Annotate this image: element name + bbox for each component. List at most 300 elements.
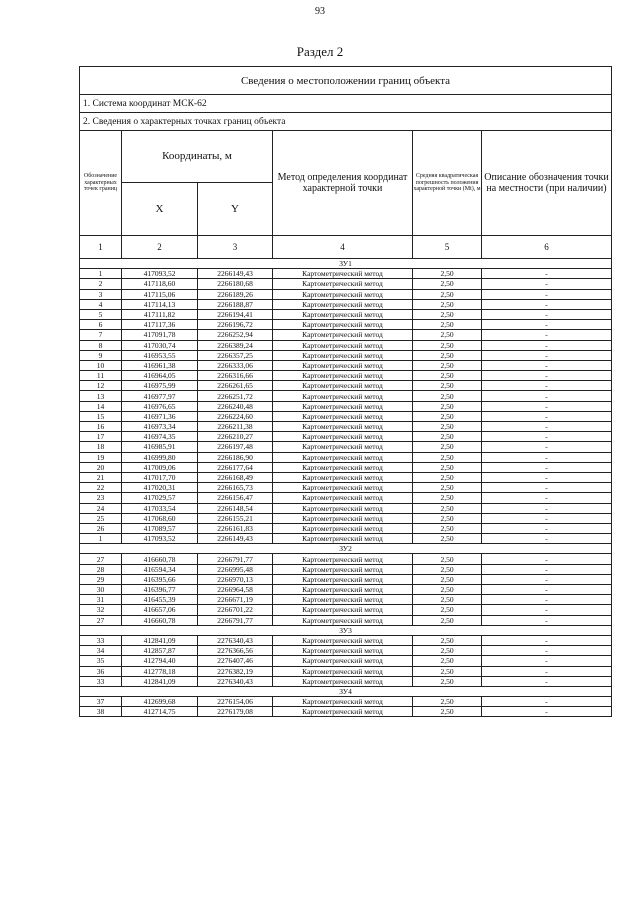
- method-cell: Картометрический метод: [273, 503, 413, 513]
- coord-x-cell: 417111,82: [122, 309, 198, 319]
- table-row: [80, 554, 612, 564]
- table-row: [80, 452, 612, 462]
- coord-x-cell: 416660,78: [122, 615, 198, 625]
- description-cell: -: [482, 574, 612, 584]
- coord-x-cell: 416953,55: [122, 350, 198, 360]
- description-cell: -: [482, 360, 612, 370]
- table-row: [80, 340, 612, 350]
- method-cell: Картометрический метод: [273, 401, 413, 411]
- table-row: [80, 697, 612, 707]
- coord-x-cell: 416985,91: [122, 442, 198, 452]
- method-cell: Картометрический метод: [273, 554, 413, 564]
- points-section-header: 2. Сведения о характерных точках границ объекта: [80, 113, 612, 131]
- coord-x-cell: 416964,05: [122, 371, 198, 381]
- table-row: [80, 666, 612, 676]
- coord-y-cell: 2266177,64: [198, 462, 273, 472]
- coord-x-cell: 416455,39: [122, 595, 198, 605]
- point-number-cell: 29: [80, 574, 122, 584]
- accuracy-cell: 2,50: [413, 299, 482, 309]
- coord-y-cell: 2266194,41: [198, 309, 273, 319]
- table-caption: Сведения о местоположении границ объекта: [80, 67, 612, 95]
- coord-y-cell: 2266149,43: [198, 534, 273, 544]
- description-cell: -: [482, 289, 612, 299]
- coord-x-cell: 416971,36: [122, 411, 198, 421]
- coord-y-cell: 2266156,47: [198, 493, 273, 503]
- description-cell: -: [482, 646, 612, 656]
- coord-x-cell: 417029,57: [122, 493, 198, 503]
- table-row: [80, 422, 612, 432]
- point-number-cell: 33: [80, 635, 122, 645]
- description-cell: -: [482, 350, 612, 360]
- coord-y-cell: 2266389,24: [198, 340, 273, 350]
- coord-y-cell: 2266791,77: [198, 615, 273, 625]
- point-number-cell: 32: [80, 605, 122, 615]
- coord-y-cell: 2276340,43: [198, 676, 273, 686]
- table-row: [80, 605, 612, 615]
- header-description: Описание обозначения точки на местности (при наличии): [482, 131, 612, 236]
- method-cell: Картометрический метод: [273, 269, 413, 279]
- table-row: [80, 472, 612, 482]
- point-number-cell: 10: [80, 360, 122, 370]
- method-cell: Картометрический метод: [273, 635, 413, 645]
- method-cell: Картометрический метод: [273, 432, 413, 442]
- table-row: [80, 299, 612, 309]
- accuracy-cell: 2,50: [413, 503, 482, 513]
- method-cell: Картометрический метод: [273, 279, 413, 289]
- method-cell: Картометрический метод: [273, 574, 413, 584]
- coord-y-cell: 2266791,77: [198, 554, 273, 564]
- group-label: ЗУ3: [80, 625, 612, 635]
- point-number-cell: 34: [80, 646, 122, 656]
- coord-y-cell: 2266148,54: [198, 503, 273, 513]
- coord-y-cell: 2266210,27: [198, 432, 273, 442]
- description-cell: -: [482, 615, 612, 625]
- accuracy-cell: 2,50: [413, 666, 482, 676]
- point-number-cell: 33: [80, 676, 122, 686]
- table-row: [80, 564, 612, 574]
- coord-y-cell: 2266261,65: [198, 381, 273, 391]
- method-cell: Картометрический метод: [273, 391, 413, 401]
- description-cell: -: [482, 472, 612, 482]
- coord-x-cell: 417118,60: [122, 279, 198, 289]
- table-row: [80, 656, 612, 666]
- accuracy-cell: 2,50: [413, 513, 482, 523]
- table-row: [80, 309, 612, 319]
- column-number: 5: [413, 236, 482, 259]
- coord-y-cell: 2266333,06: [198, 360, 273, 370]
- point-number-cell: 8: [80, 340, 122, 350]
- accuracy-cell: 2,50: [413, 309, 482, 319]
- accuracy-cell: 2,50: [413, 340, 482, 350]
- point-number-cell: 27: [80, 554, 122, 564]
- accuracy-cell: 2,50: [413, 432, 482, 442]
- table-row: [80, 391, 612, 401]
- group-row: [80, 259, 612, 269]
- header-y: Y: [198, 183, 273, 236]
- method-cell: Картометрический метод: [273, 340, 413, 350]
- description-cell: -: [482, 371, 612, 381]
- accuracy-cell: 2,50: [413, 564, 482, 574]
- method-cell: Картометрический метод: [273, 615, 413, 625]
- point-number-cell: 9: [80, 350, 122, 360]
- coord-y-cell: 2266155,21: [198, 513, 273, 523]
- accuracy-cell: 2,50: [413, 320, 482, 330]
- description-cell: -: [482, 320, 612, 330]
- method-cell: Картометрический метод: [273, 656, 413, 666]
- coord-x-cell: 417114,13: [122, 299, 198, 309]
- method-cell: Картометрический метод: [273, 411, 413, 421]
- description-cell: -: [482, 309, 612, 319]
- column-number: 4: [273, 236, 413, 259]
- accuracy-cell: 2,50: [413, 371, 482, 381]
- coord-y-cell: 2266165,73: [198, 483, 273, 493]
- table-row: [80, 411, 612, 421]
- description-cell: -: [482, 391, 612, 401]
- point-number-cell: 20: [80, 462, 122, 472]
- accuracy-cell: 2,50: [413, 401, 482, 411]
- header-point-label: Обозначение характерных точек границ: [80, 131, 122, 236]
- accuracy-cell: 2,50: [413, 585, 482, 595]
- accuracy-cell: 2,50: [413, 697, 482, 707]
- coord-x-cell: 416976,65: [122, 401, 198, 411]
- accuracy-cell: 2,50: [413, 646, 482, 656]
- description-cell: -: [482, 513, 612, 523]
- accuracy-cell: 2,50: [413, 269, 482, 279]
- description-cell: -: [482, 676, 612, 686]
- coord-y-cell: 2266168,49: [198, 472, 273, 482]
- coord-x-cell: 417089,57: [122, 523, 198, 533]
- table-row: [80, 330, 612, 340]
- group-row: [80, 686, 612, 696]
- accuracy-cell: 2,50: [413, 534, 482, 544]
- point-number-cell: 38: [80, 707, 122, 717]
- table-row: [80, 523, 612, 533]
- column-number: 1: [80, 236, 122, 259]
- page-number: 93: [315, 6, 325, 17]
- coord-x-cell: 416395,66: [122, 574, 198, 584]
- point-number-cell: 30: [80, 585, 122, 595]
- point-number-cell: 23: [80, 493, 122, 503]
- description-cell: -: [482, 483, 612, 493]
- method-cell: Картометрический метод: [273, 462, 413, 472]
- description-cell: -: [482, 666, 612, 676]
- coord-x-cell: 416974,35: [122, 432, 198, 442]
- point-number-cell: 16: [80, 422, 122, 432]
- coord-x-cell: 417093,52: [122, 534, 198, 544]
- table-row: [80, 320, 612, 330]
- method-cell: Картометрический метод: [273, 422, 413, 432]
- point-number-cell: 17: [80, 432, 122, 442]
- coord-x-cell: 412857,87: [122, 646, 198, 656]
- description-cell: -: [482, 340, 612, 350]
- table-row: [80, 615, 612, 625]
- table-row: [80, 350, 612, 360]
- point-number-cell: 21: [80, 472, 122, 482]
- point-number-cell: 7: [80, 330, 122, 340]
- method-cell: Картометрический метод: [273, 320, 413, 330]
- point-number-cell: 18: [80, 442, 122, 452]
- coord-y-cell: 2276340,43: [198, 635, 273, 645]
- description-cell: -: [482, 534, 612, 544]
- table-row: [80, 442, 612, 452]
- method-cell: Картометрический метод: [273, 350, 413, 360]
- coord-x-cell: 417030,74: [122, 340, 198, 350]
- description-cell: -: [482, 432, 612, 442]
- table-row: [80, 462, 612, 472]
- point-number-cell: 24: [80, 503, 122, 513]
- column-number: 3: [198, 236, 273, 259]
- header-coordinates: Координаты, м: [122, 131, 273, 183]
- boundary-points-table: [79, 66, 612, 717]
- accuracy-cell: 2,50: [413, 381, 482, 391]
- accuracy-cell: 2,50: [413, 462, 482, 472]
- accuracy-cell: 2,50: [413, 656, 482, 666]
- method-cell: Картометрический метод: [273, 513, 413, 523]
- point-number-cell: 1: [80, 534, 122, 544]
- method-cell: Картометрический метод: [273, 585, 413, 595]
- point-number-cell: 26: [80, 523, 122, 533]
- header-accuracy: Средняя квадратическая погрешность положения характерной точки (Mt), м: [413, 131, 482, 236]
- description-cell: -: [482, 707, 612, 717]
- description-cell: -: [482, 523, 612, 533]
- description-cell: -: [482, 442, 612, 452]
- coord-y-cell: 2266186,90: [198, 452, 273, 462]
- description-cell: -: [482, 401, 612, 411]
- coordinate-system: 1. Система координат МСК-62: [80, 95, 612, 113]
- coord-y-cell: 2266357,25: [198, 350, 273, 360]
- coord-y-cell: 2266161,83: [198, 523, 273, 533]
- table-row: [80, 513, 612, 523]
- coord-x-cell: 417068,60: [122, 513, 198, 523]
- coord-x-cell: 412794,40: [122, 656, 198, 666]
- coord-y-cell: 2266180,68: [198, 279, 273, 289]
- point-number-cell: 6: [80, 320, 122, 330]
- method-cell: Картометрический метод: [273, 371, 413, 381]
- group-label: ЗУ1: [80, 259, 612, 269]
- description-cell: -: [482, 635, 612, 645]
- coord-x-cell: 417091,78: [122, 330, 198, 340]
- coord-x-cell: 416961,38: [122, 360, 198, 370]
- description-cell: -: [482, 381, 612, 391]
- coord-x-cell: 416657,06: [122, 605, 198, 615]
- description-cell: -: [482, 462, 612, 472]
- accuracy-cell: 2,50: [413, 279, 482, 289]
- coord-y-cell: 2276407,46: [198, 656, 273, 666]
- method-cell: Картометрический метод: [273, 564, 413, 574]
- point-number-cell: 35: [80, 656, 122, 666]
- description-cell: -: [482, 585, 612, 595]
- coord-x-cell: 417033,54: [122, 503, 198, 513]
- point-number-cell: 15: [80, 411, 122, 421]
- table-row: [80, 646, 612, 656]
- column-number: 2: [122, 236, 198, 259]
- coord-x-cell: 417017,70: [122, 472, 198, 482]
- table-row: [80, 676, 612, 686]
- coord-x-cell: 417117,36: [122, 320, 198, 330]
- accuracy-cell: 2,50: [413, 676, 482, 686]
- description-cell: -: [482, 697, 612, 707]
- accuracy-cell: 2,50: [413, 615, 482, 625]
- point-number-cell: 11: [80, 371, 122, 381]
- coord-y-cell: 2266197,48: [198, 442, 273, 452]
- coord-y-cell: 2266149,43: [198, 269, 273, 279]
- description-cell: -: [482, 279, 612, 289]
- method-cell: Картометрический метод: [273, 595, 413, 605]
- table-row: [80, 289, 612, 299]
- coord-x-cell: 412699,68: [122, 697, 198, 707]
- point-number-cell: 19: [80, 452, 122, 462]
- coord-x-cell: 412778,18: [122, 666, 198, 676]
- method-cell: Картометрический метод: [273, 666, 413, 676]
- point-number-cell: 4: [80, 299, 122, 309]
- coord-y-cell: 2266964,58: [198, 585, 273, 595]
- table-row: [80, 707, 612, 717]
- header-method: Метод определения координат характерной точки: [273, 131, 413, 236]
- accuracy-cell: 2,50: [413, 289, 482, 299]
- group-label: ЗУ4: [80, 686, 612, 696]
- coord-y-cell: 2276179,08: [198, 707, 273, 717]
- method-cell: Картометрический метод: [273, 299, 413, 309]
- coord-x-cell: 417020,31: [122, 483, 198, 493]
- table-row: [80, 371, 612, 381]
- table-row: [80, 595, 612, 605]
- group-row: [80, 544, 612, 554]
- point-number-cell: 2: [80, 279, 122, 289]
- method-cell: Картометрический метод: [273, 309, 413, 319]
- accuracy-cell: 2,50: [413, 360, 482, 370]
- accuracy-cell: 2,50: [413, 350, 482, 360]
- coord-y-cell: 2266188,87: [198, 299, 273, 309]
- point-number-cell: 1: [80, 269, 122, 279]
- accuracy-cell: 2,50: [413, 523, 482, 533]
- description-cell: -: [482, 564, 612, 574]
- accuracy-cell: 2,50: [413, 554, 482, 564]
- method-cell: Картометрический метод: [273, 442, 413, 452]
- accuracy-cell: 2,50: [413, 452, 482, 462]
- coord-y-cell: 2266970,13: [198, 574, 273, 584]
- point-number-cell: 27: [80, 615, 122, 625]
- method-cell: Картометрический метод: [273, 472, 413, 482]
- coord-x-cell: 416975,99: [122, 381, 198, 391]
- coord-y-cell: 2266671,19: [198, 595, 273, 605]
- point-number-cell: 14: [80, 401, 122, 411]
- table-row: [80, 574, 612, 584]
- point-number-cell: 31: [80, 595, 122, 605]
- method-cell: Картометрический метод: [273, 646, 413, 656]
- accuracy-cell: 2,50: [413, 605, 482, 615]
- description-cell: -: [482, 452, 612, 462]
- coord-x-cell: 412841,09: [122, 635, 198, 645]
- table-row: [80, 585, 612, 595]
- method-cell: Картометрический метод: [273, 493, 413, 503]
- description-cell: -: [482, 493, 612, 503]
- column-number: 6: [482, 236, 612, 259]
- coord-x-cell: 417115,06: [122, 289, 198, 299]
- table-row: [80, 381, 612, 391]
- description-cell: -: [482, 411, 612, 421]
- method-cell: Картометрический метод: [273, 697, 413, 707]
- accuracy-cell: 2,50: [413, 422, 482, 432]
- coord-y-cell: 2266196,72: [198, 320, 273, 330]
- point-number-cell: 36: [80, 666, 122, 676]
- table-row: [80, 269, 612, 279]
- point-number-cell: 25: [80, 513, 122, 523]
- accuracy-cell: 2,50: [413, 707, 482, 717]
- coord-x-cell: 416594,34: [122, 564, 198, 574]
- method-cell: Картометрический метод: [273, 289, 413, 299]
- table-row: [80, 483, 612, 493]
- table-row: [80, 432, 612, 442]
- description-cell: -: [482, 299, 612, 309]
- accuracy-cell: 2,50: [413, 493, 482, 503]
- accuracy-cell: 2,50: [413, 635, 482, 645]
- column-number-row: [80, 236, 612, 259]
- method-cell: Картометрический метод: [273, 483, 413, 493]
- coord-y-cell: 2276382,19: [198, 666, 273, 676]
- coord-x-cell: 417093,52: [122, 269, 198, 279]
- coord-y-cell: 2266240,48: [198, 401, 273, 411]
- coord-x-cell: 417009,06: [122, 462, 198, 472]
- method-cell: Картометрический метод: [273, 452, 413, 462]
- coord-y-cell: 2266251,72: [198, 391, 273, 401]
- coord-x-cell: 416977,97: [122, 391, 198, 401]
- method-cell: Картометрический метод: [273, 330, 413, 340]
- point-number-cell: 28: [80, 564, 122, 574]
- header-x: X: [122, 183, 198, 236]
- accuracy-cell: 2,50: [413, 472, 482, 482]
- coord-y-cell: 2266252,94: [198, 330, 273, 340]
- table-row: [80, 360, 612, 370]
- coord-x-cell: 416973,34: [122, 422, 198, 432]
- accuracy-cell: 2,50: [413, 411, 482, 421]
- table-row: [80, 635, 612, 645]
- accuracy-cell: 2,50: [413, 595, 482, 605]
- coord-y-cell: 2266701,22: [198, 605, 273, 615]
- method-cell: Картометрический метод: [273, 676, 413, 686]
- method-cell: Картометрический метод: [273, 707, 413, 717]
- description-cell: -: [482, 269, 612, 279]
- accuracy-cell: 2,50: [413, 442, 482, 452]
- method-cell: Картометрический метод: [273, 360, 413, 370]
- coord-y-cell: 2266211,38: [198, 422, 273, 432]
- description-cell: -: [482, 554, 612, 564]
- table-row: [80, 503, 612, 513]
- point-number-cell: 37: [80, 697, 122, 707]
- accuracy-cell: 2,50: [413, 483, 482, 493]
- point-number-cell: 12: [80, 381, 122, 391]
- point-number-cell: 13: [80, 391, 122, 401]
- coord-y-cell: 2266189,26: [198, 289, 273, 299]
- method-cell: Картометрический метод: [273, 381, 413, 391]
- coord-y-cell: 2266224,60: [198, 411, 273, 421]
- accuracy-cell: 2,50: [413, 391, 482, 401]
- description-cell: -: [482, 330, 612, 340]
- group-label: ЗУ2: [80, 544, 612, 554]
- coord-y-cell: 2276366,56: [198, 646, 273, 656]
- table-row: [80, 534, 612, 544]
- section-title: Раздел 2: [296, 44, 344, 59]
- description-cell: -: [482, 656, 612, 666]
- coord-y-cell: 2266995,48: [198, 564, 273, 574]
- description-cell: -: [482, 503, 612, 513]
- accuracy-cell: 2,50: [413, 574, 482, 584]
- point-number-cell: 3: [80, 289, 122, 299]
- group-row: [80, 625, 612, 635]
- coord-x-cell: 412841,09: [122, 676, 198, 686]
- method-cell: Картометрический метод: [273, 523, 413, 533]
- coord-y-cell: 2266316,66: [198, 371, 273, 381]
- coord-x-cell: 416660,78: [122, 554, 198, 564]
